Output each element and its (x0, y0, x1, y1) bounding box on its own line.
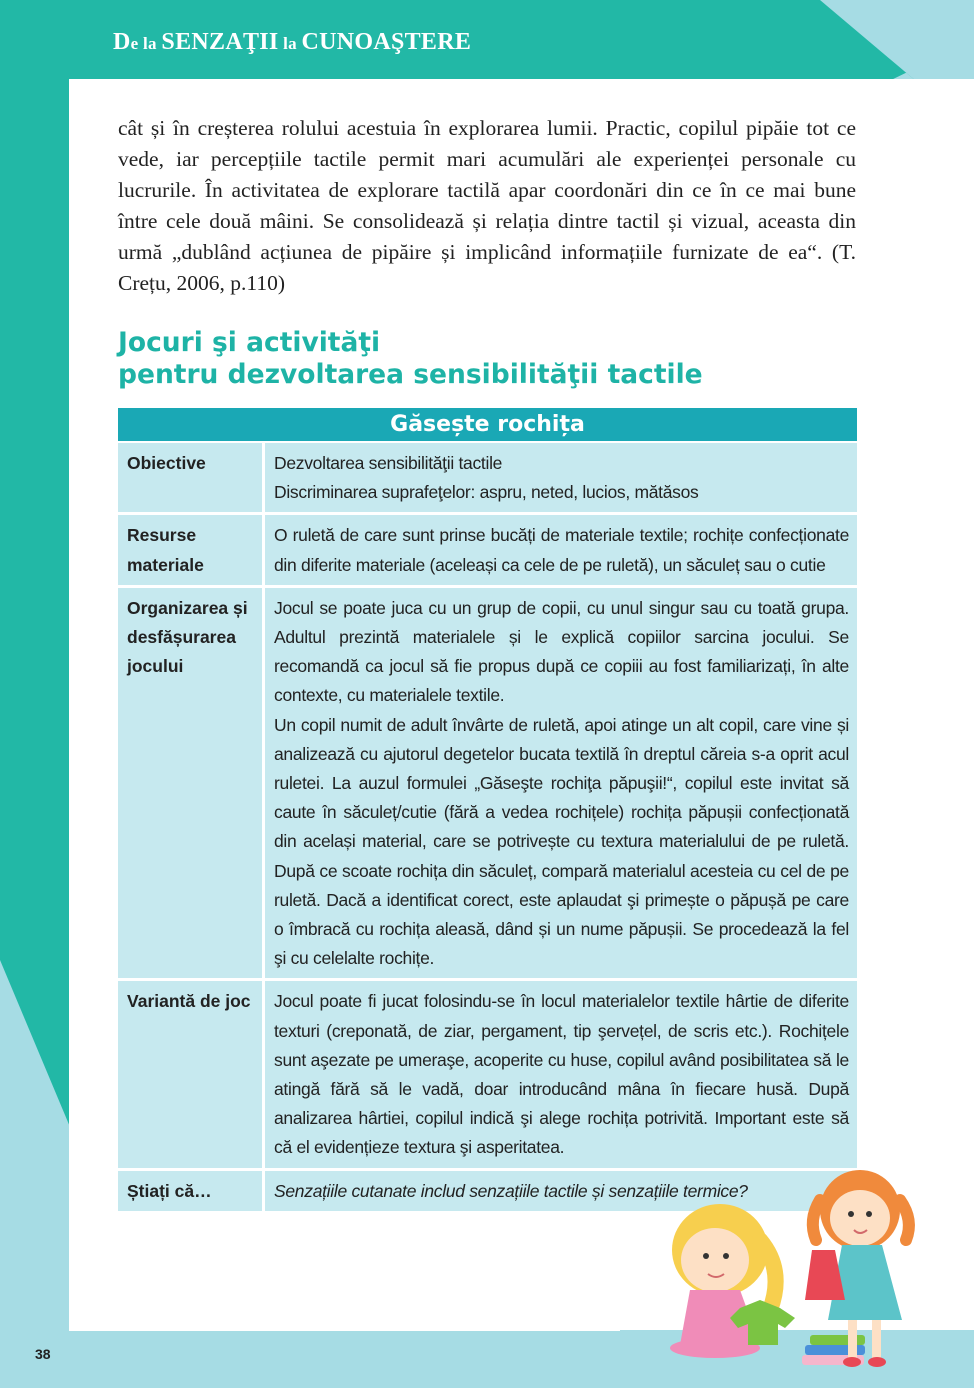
intro-paragraph: cât și în creșterea rolului acestuia în explorarea lumii. Practic, copilul pipăie tot ce vede, iar percepțiile tactile permit mari acumulări ale experienței personale cu lucrurile. În activitatea de explorare tactilă apar coordonări din ce în ce mai bune între cele două mâini. Se consolidează și relația dintre tactil și vizual, aceasta din urmă „dublând acțiunea de pipăire și implicând informațiile furnizate de ea“. (T. Crețu, 2006, p.110) (118, 116, 856, 295)
girl-2-pigtail (900, 1200, 909, 1240)
girl-1-eye (723, 1253, 729, 1259)
girl-1-eye (703, 1253, 709, 1259)
girl-2-shoe (868, 1357, 886, 1367)
organization-paragraph: Jocul se poate juca cu un grup de copii, cu unul singur sau cu toată grupa. Adultul prezintă materialele și le explică copiilor sarcina jocului. Se recomandă ca jocul să fie propus după ce copiii au fost familiarizați, în alte contexte, cu materialele textile. (274, 597, 849, 706)
game-table (118, 408, 857, 1214)
girl-1-face (681, 1228, 749, 1292)
girl-1-ponytail (760, 1240, 776, 1310)
girl-2-shoe (843, 1357, 861, 1367)
section-title (118, 327, 703, 391)
row-label-variant: Variantă de joc (118, 981, 265, 1170)
page-number: 38 (35, 1346, 51, 1362)
section-title-line-2: pentru dezvoltarea sensibilităţii tactile (118, 359, 703, 390)
objective-line: Discriminarea suprafeţelor: aspru, neted, lucios, mătăsos (274, 482, 699, 503)
row-content-did-you-know: Senzațiile cutanate includ senzațiile tactile și senzațiile termice? (265, 1171, 857, 1214)
row-content-variant: Jocul poate fi jucat folosindu-se în locul materialelor textile hârtie de diferite texturi (creponată, de ziar, pergament, tip şervețel, de scris etc.). Rochițele sunt aşezate pe umeraşe, acoperite cu huse, copilul având posibilitatea să le atingă fără să le vadă, doar introducând mâna în fiecare husă. După analizarea hârtiei, copilul indică şi alege rochița potrivită. Important este să că el evidențieze textura şi asperitatea. (265, 981, 857, 1170)
children-illustration (620, 1140, 974, 1388)
table-row (118, 515, 857, 587)
red-dress (805, 1250, 845, 1300)
row-label-objectives: Obiective (118, 443, 265, 515)
table-row (118, 443, 857, 515)
row-label-did-you-know: Știați că… (118, 1171, 265, 1214)
girl-2-leg (848, 1320, 857, 1360)
row-label-resources: Resurse materiale (118, 515, 265, 587)
girl-2-eye (848, 1211, 854, 1217)
row-content-organization (265, 588, 857, 982)
girl-2-pigtail (813, 1200, 820, 1240)
row-label-organization: Organizarea și desfășurarea jocului (118, 588, 265, 982)
objective-line: Dezvoltarea sensibilităţii tactile (274, 453, 503, 473)
girl-2-eye (866, 1211, 872, 1217)
section-title-line-1: Jocuri şi activităţi (118, 327, 381, 358)
girl-1-legs (670, 1338, 760, 1358)
girl-2-face (830, 1190, 890, 1246)
row-content-objectives (265, 443, 857, 515)
organization-paragraph: Un copil numit de adult învârte de ruletă, apoi atinge un alt copil, care vine și analizează cu ajutorul degetelor bucata textilă în dreptul căreia s-a oprit acul ruletei. La auzul formulei „Găseşte rochiţa păpuşii!“, copilul este invitat să caute în săculeț/cutie (fără a vedea rochițele) rochița păpușii confecționată din același material, care se potrivește cu textura materialului de pe ruletă. După ce scoate rochița din săculeț, compară materialul acesteia cu cel de pe ruletă. Dacă a identificat corect, este aplaudat şi primește o păpușă pe care o îmbracă cu rochița aleasă, dând și un nume păpușii. Se procedează la fel şi cu celelalte rochițe. (274, 714, 849, 969)
game-title: Găsește rochița (118, 408, 857, 443)
table-row (118, 588, 857, 982)
bottom-strip (620, 1330, 974, 1388)
row-content-resources: O ruletă de care sunt prinse bucăți de materiale textile; rochițe confecționate din diferite materiale (aceleași ca cele de pe ruletă), un săculeț sau o cutie (265, 515, 857, 587)
girl-2-leg (872, 1320, 881, 1360)
running-header: De la SENZAŢII la CUNOAŞTERE (113, 29, 472, 55)
